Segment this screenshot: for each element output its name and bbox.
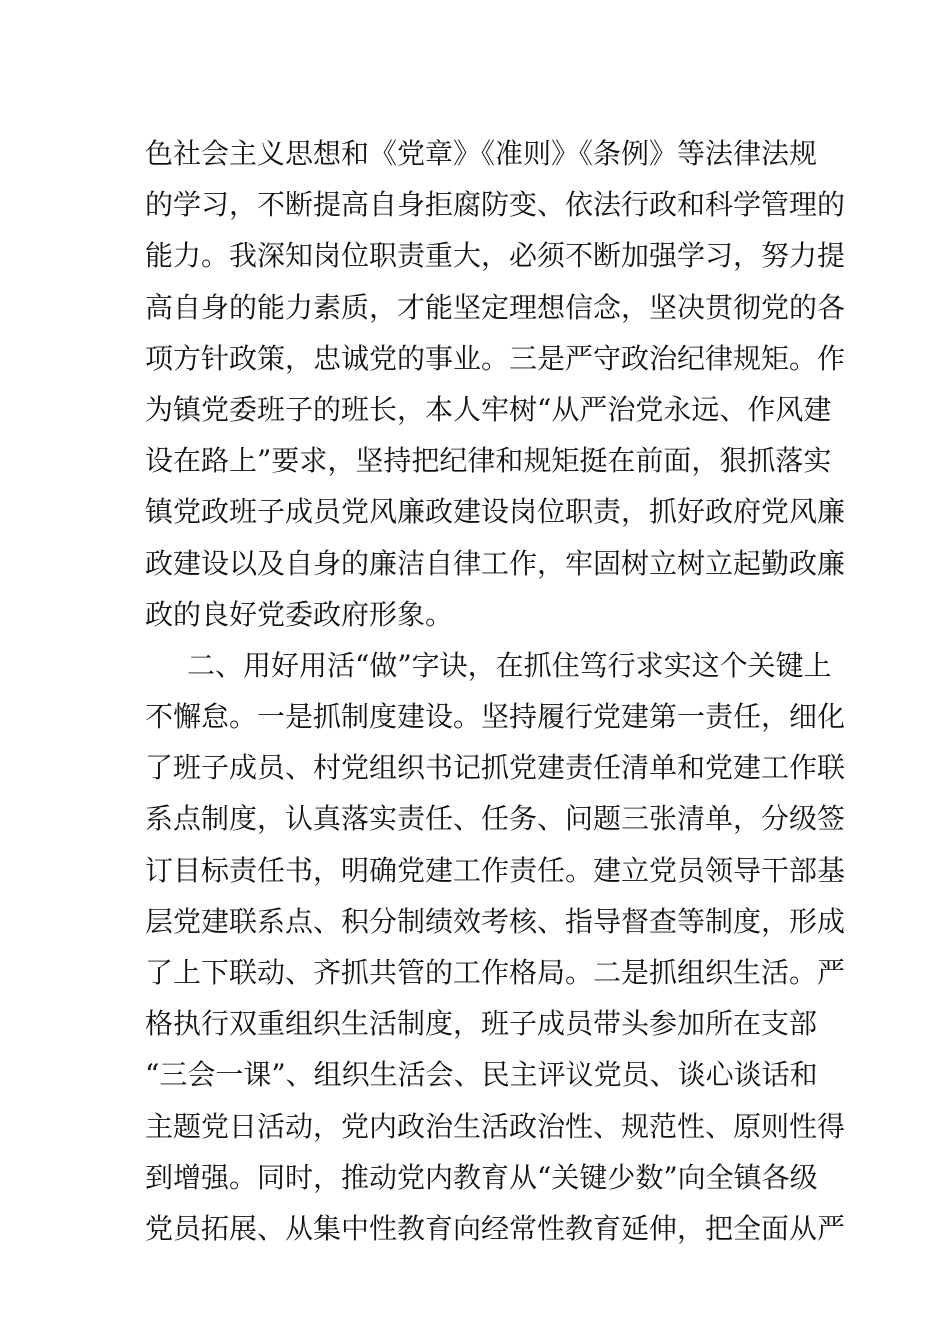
text-line: 了班子成员、村党组织书记抓党建责任清单和党建工作联: [145, 751, 846, 785]
text-line: 订目标责任书，明确党建工作责任。建立党员领导干部基: [145, 853, 846, 887]
text-line: “三会一课”、组织生活会、民主评议党员、谈心谈话和: [145, 1058, 818, 1092]
text-line: 的学习，不断提高自身拒腐防变、依法行政和科学管理的: [145, 188, 846, 222]
text-line: 设在路上”要求，坚持把纪律和规矩挺在前面，狠抓落实: [145, 444, 832, 478]
text-line: 了上下联动、齐抓共管的工作格局。二是抓组织生活。严: [145, 956, 846, 989]
text-line: 色社会主义思想和《党章》《准则》《条例》等法律法规: [145, 137, 818, 170]
text-line: 格执行双重组织生活制度，班子成员带头参加所在支部: [145, 1007, 818, 1041]
text-line: 党员拓展、从集中性教育向经常性教育延伸，把全面从严: [145, 1211, 846, 1245]
text-line: 政的良好党委政府形象。: [145, 597, 454, 631]
body-text: [145, 128, 846, 1254]
paragraph-start-line: 二、用好用活“做”字诀，在抓住笃行求实这个关键上: [187, 648, 832, 682]
text-line: 政建设以及自身的廉洁自律工作，牢固树立树立起勤政廉: [145, 546, 846, 580]
text-line: 不懈怠。一是抓制度建设。坚持履行党建第一责任，细化: [145, 700, 846, 734]
text-line: 项方针政策，忠诚党的事业。三是严守政治纪律规矩。作: [145, 341, 846, 375]
text-line: 系点制度，认真落实责任、任务、问题三张清单，分级签: [145, 802, 846, 836]
text-line: 到增强。同时，推动党内教育从“关键少数”向全镇各级: [145, 1160, 818, 1194]
text-line: 为镇党委班子的班长，本人牢树“从严治党永远、作风建: [145, 392, 832, 426]
text-line: 层党建联系点、积分制绩效考核、指导督查等制度，形成: [145, 904, 846, 938]
text-line: 能力。我深知岗位职责重大，必须不断加强学习，努力提: [145, 239, 846, 273]
text-line: 主题党日活动，党内政治生活政治性、规范性、原则性得: [145, 1109, 846, 1143]
text-line: 镇党政班子成员党风廉政建设岗位职责，抓好政府党风廉: [145, 495, 846, 529]
text-line: 高自身的能力素质，才能坚定理想信念，坚决贯彻党的各: [145, 290, 846, 324]
